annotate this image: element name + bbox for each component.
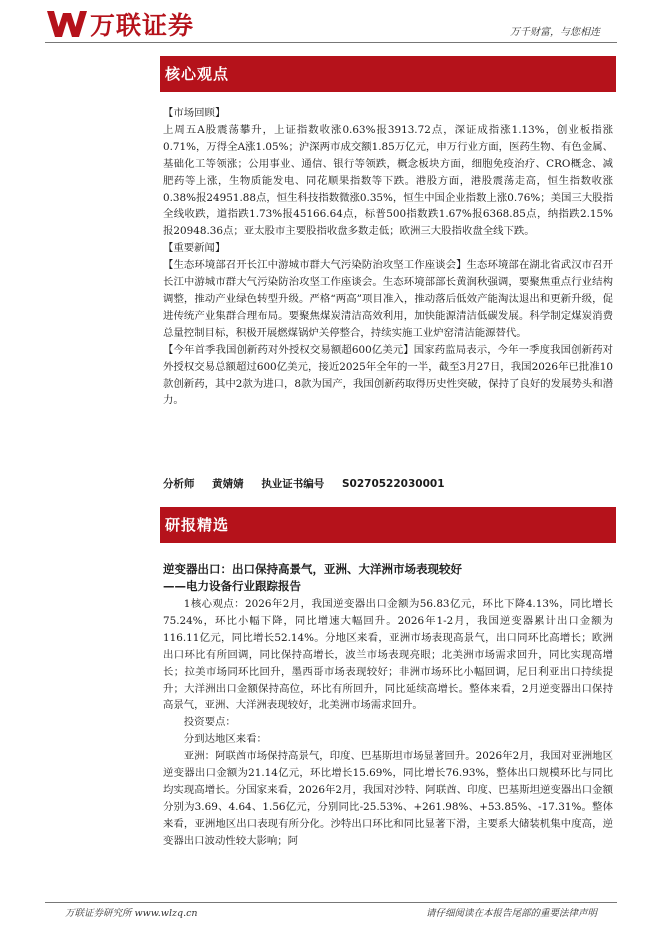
news2-headline: 【今年首季我国创新药对外授权交易额超600亿美元】 [163, 343, 414, 356]
news-item-2 [163, 342, 613, 410]
section2-body [163, 596, 613, 850]
header-slogan: 万千财富，与您相连 [510, 27, 600, 38]
news1-text: 生态环境部在湖北省武汉市召开长江中游城市群大气污染防治攻坚工作座谈会。生态环境部部长黄润秋强调，要聚焦重点行业结构调整，推动产业绿色转型升级。严格“两高”项目准入，推动落后低效产能淘汰退出和更新升级，促进传统产业集群合理布局。要聚焦煤炭清洁高效利用，加快能源清洁低碳发展。科学制定煤炭消费总量控制目标，积极开展燃煤锅炉关停整合，持续实施工业炉窑清洁能源替代。 [163, 259, 614, 339]
logo-w-icon [45, 9, 89, 39]
report-title [163, 561, 462, 594]
report-para-invest: 投资要点： [183, 716, 236, 729]
footer-right: 请仔细阅读在本报告尾部的重要法律声明 [425, 908, 597, 919]
analyst-line [163, 476, 459, 491]
analyst-label: 分析师 [163, 478, 195, 490]
report-para-asia: 亚洲：阿联酋市场保持高景气，印度、巴基斯坦市场显著回升。2026年2月，我国对亚洲地区逆变器出口金额为21.14亿元，环比增长15.69%，同比增长76.93%，整体出口规模环比与同比均实现高增长。分国家来看，2026年2月，我国对沙特、阿联酋、印度、巴基斯坦逆变器出口金额分别为3.69、4.64、1.56亿元，分别同比-25.53%、+261.98%、+53.85%、-17.31%。整体来看，亚洲地区出口表现有所分化。沙特出口环比和同比显著下滑，主要系大储装机集中度高，逆变器出口波动性较大影响；阿 [163, 750, 613, 847]
report-para-core: 1核心观点：2026年2月，我国逆变器出口金额为56.83亿元，环比下降4.13%，同比增长75.24%，环比小幅下降，同比增速大幅回升。2026年1-2月，我国逆变器累计出口金额为116.11亿元，同比增长52.14%。分地区来看，亚洲市场表现高景气，出口同环比高增长；欧洲出口环比有所回调，同比保持高增长，波兰市场表现亮眼；北美洲市场需求回升，同比实现高增长；拉美市场同环比回升，墨西哥市场表现较好；非洲市场环比小幅回调，尼日利亚出口持续提升；大洋洲出口金额保持高位，环比有所回升，同比延续高增长。整体来看，2月逆变器出口保持高景气，亚洲、大洋洲表现较好，北美洲市场需求回升。 [163, 598, 613, 712]
header-divider [45, 42, 617, 43]
market-review-text: 上周五A股震荡攀升，上证指数收涨0.63%报3913.72点，深证成指涨1.13%，创业板指涨0.71%，万得全A涨1.05%；沪深两市成交额1.85万亿元，申万行业方面，医药生物、有色金属、基础化工等领涨；公用事业、通信、银行等领跌，概念板块方面，细胞免疫治疗、CRO概念、减肥药等上涨，生物质能发电、同花顺果指数等下跌。港股方面，港股震荡走高，恒生指数收涨0.38%报24951.88点，恒生科技指数微涨0.35%，恒生中国企业指数上涨0.76%；美国三大股指全线收跌，道指跌1.73%报45166.64点，标普500指数跌1.67%报6368.85点，纳指跌2.15%报20948.36点；亚太股市主要股指收盘多数走低；欧洲三大股指收盘全线下跌。 [163, 123, 613, 238]
section-title-core-views: 核心观点 [160, 56, 616, 92]
cert-label: 执业证书编号 [261, 478, 325, 490]
section-title-research-picks: 研报精选 [160, 507, 616, 543]
report-para-region: 分到达地区来看： [183, 733, 267, 746]
section1-body [163, 105, 613, 409]
news-title: 【重要新闻】 [163, 242, 226, 255]
news1-headline: 【生态环境部召开长江中游城市群大气污染防治攻坚工作座谈会】 [163, 259, 467, 272]
company-logo [45, 8, 194, 40]
cert-number: S0270522030001 [341, 478, 445, 490]
news2-text: 国家药监局表示，今年一季度我国创新药对外授权交易总额超过600亿美元，接近2025年全年的一半，截至3月27日，我国2026年已批准10款创新药，其中2款为进口，8款为国产，我国创新药取得历史性突破，保持了良好的发展势头和潜力。 [163, 343, 613, 407]
market-review-title: 【市场回顾】 [163, 107, 226, 119]
report-title-line2: ——电力设备行业跟踪报告 [163, 578, 301, 593]
news-item-1 [163, 257, 613, 342]
report-title-line1: 逆变器出口：出口保持高景气，亚洲、大洋洲市场表现较好 [163, 562, 462, 576]
footer-left: 万联证券研究所 www.wlzq.cn [65, 908, 198, 919]
footer-divider [45, 902, 617, 903]
analyst-name: 黄婧婧 [212, 478, 244, 490]
logo-text: 万联证券 [90, 11, 195, 40]
page-header [0, 0, 662, 48]
